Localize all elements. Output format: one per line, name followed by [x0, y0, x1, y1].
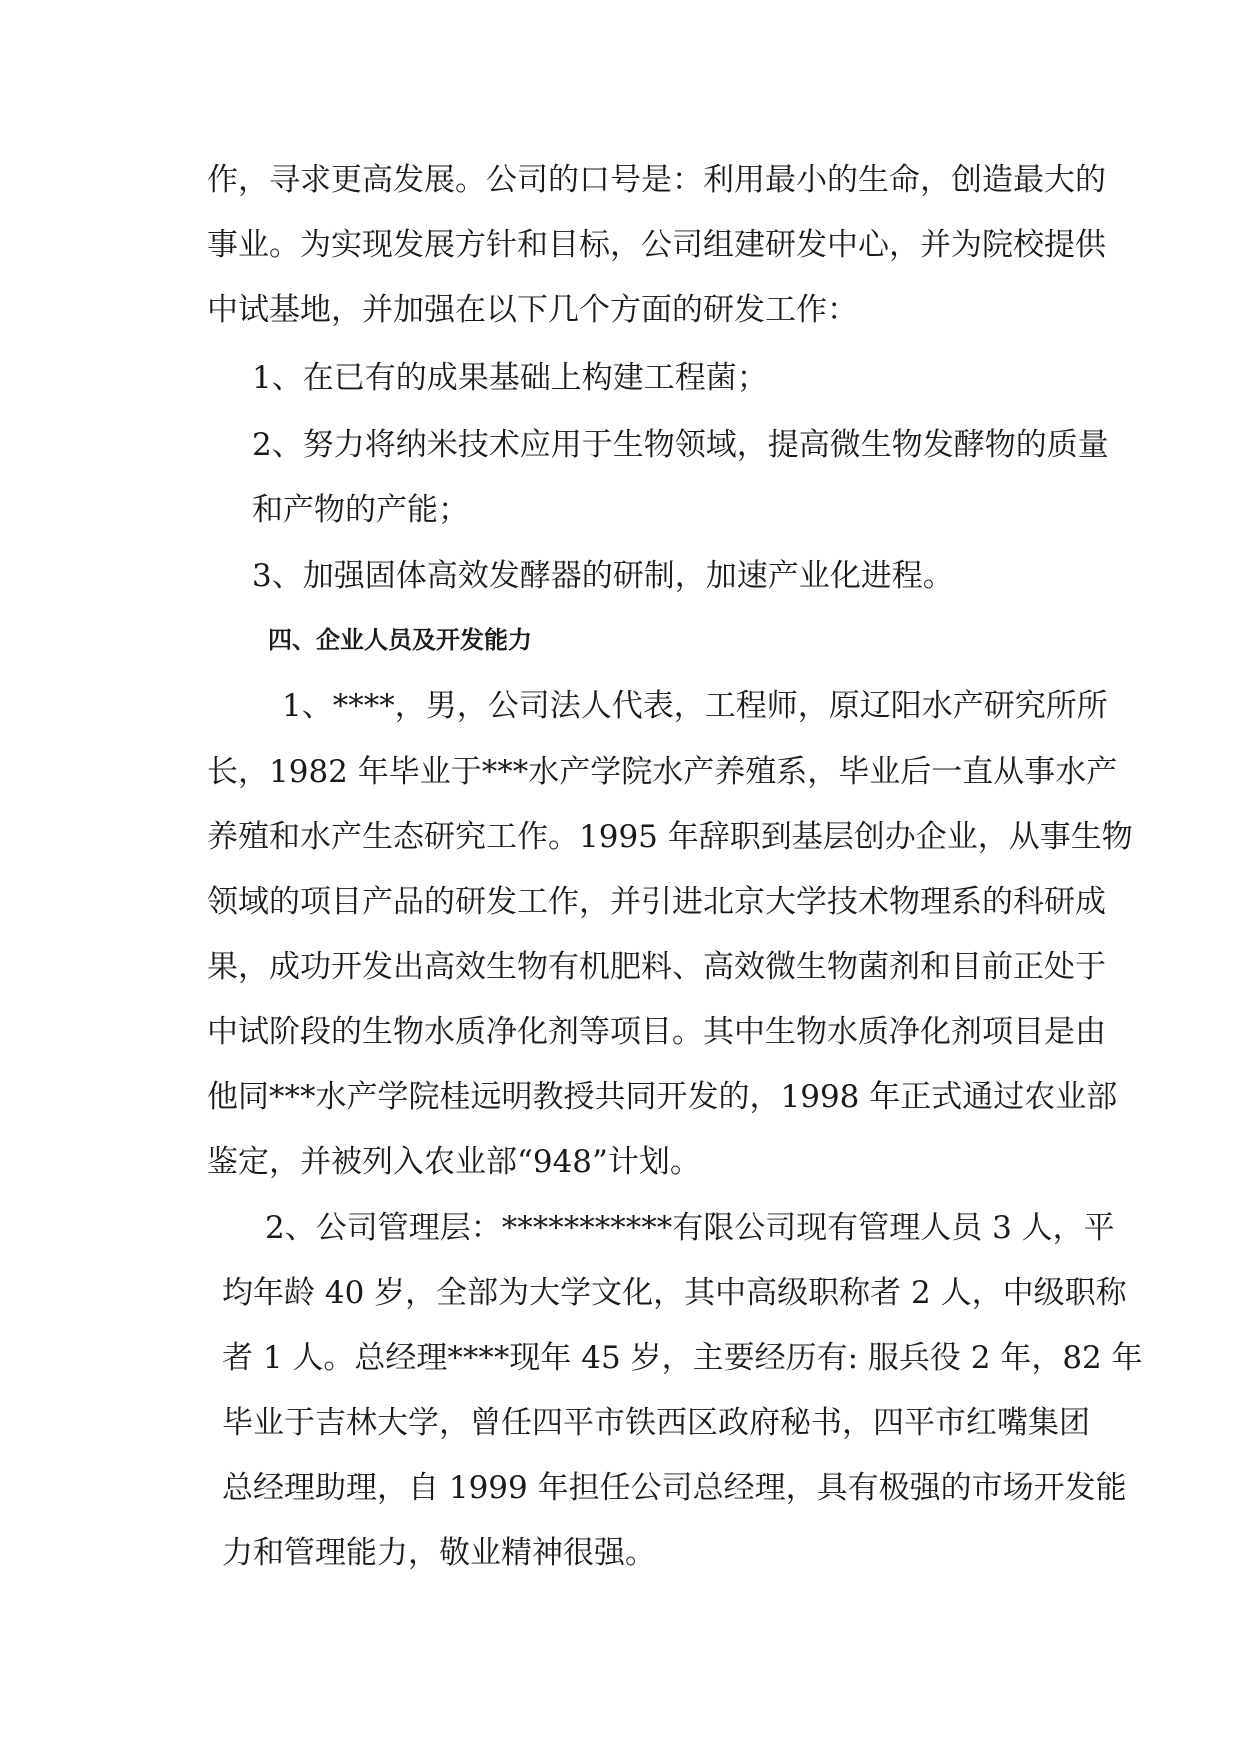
body-line: 他同***水产学院桂远明教授共同开发的，1998 年正式通过农业部: [207, 1079, 1118, 1115]
list-item: 3、加强固体高效发酵器的研制，加速产业化进程。: [252, 558, 954, 594]
list-item-continuation: 和产物的产能；: [252, 492, 469, 528]
list-item: 1、在已有的成果基础上构建工程菌；: [252, 360, 768, 396]
body-line: 中试基地，并加强在以下几个方面的研发工作：: [207, 292, 858, 328]
body-line: 作，寻求更高发展。公司的口号是：利用最小的生命，创造最大的: [207, 162, 1106, 198]
body-line: 力和管理能力，敬业精神很强。: [222, 1535, 656, 1571]
body-line: 2、公司管理层：***********有限公司现有管理人员 3 人，平: [265, 1210, 1115, 1246]
body-line: 中试阶段的生物水质净化剂等项目。其中生物水质净化剂项目是由: [207, 1014, 1106, 1050]
body-line: 鉴定，并被列入农业部“948”计划。: [207, 1144, 701, 1180]
body-line: 者 1 人。总经理****现年 45 岁，主要经历有: 服兵役 2 年，82 年: [222, 1340, 1143, 1376]
body-line: 毕业于吉林大学，曾任四平市铁西区政府秘书，四平市红嘴集团: [222, 1405, 1090, 1441]
body-line: 长，1982 年毕业于***水产学院水产养殖系，毕业后一直从事水产: [207, 754, 1118, 790]
body-line: 果，成功开发出高效生物有机肥料、高效微生物菌剂和目前正处于: [207, 949, 1106, 985]
body-line: 均年龄 40 岁，全部为大学文化，其中高级职称者 2 人，中级职称: [222, 1275, 1127, 1311]
body-line: 事业。为实现发展方针和目标，公司组建研发中心，并为院校提供: [207, 227, 1106, 263]
body-line: 领域的项目产品的研发工作，并引进北京大学技术物理系的科研成: [207, 884, 1106, 920]
body-line: 养殖和水产生态研究工作。1995 年辞职到基层创办企业，从事生物: [207, 819, 1133, 855]
body-line: 总经理助理，自 1999 年担任公司总经理，具有极强的市场开发能: [222, 1470, 1127, 1506]
body-line: 1、****，男，公司法人代表，工程师，原辽阳水产研究所所: [282, 688, 1108, 724]
section-heading: 四、企业人员及开发能力: [268, 626, 532, 654]
list-item: 2、努力将纳米技术应用于生物领域，提高微生物发酵物的质量: [252, 427, 1109, 463]
